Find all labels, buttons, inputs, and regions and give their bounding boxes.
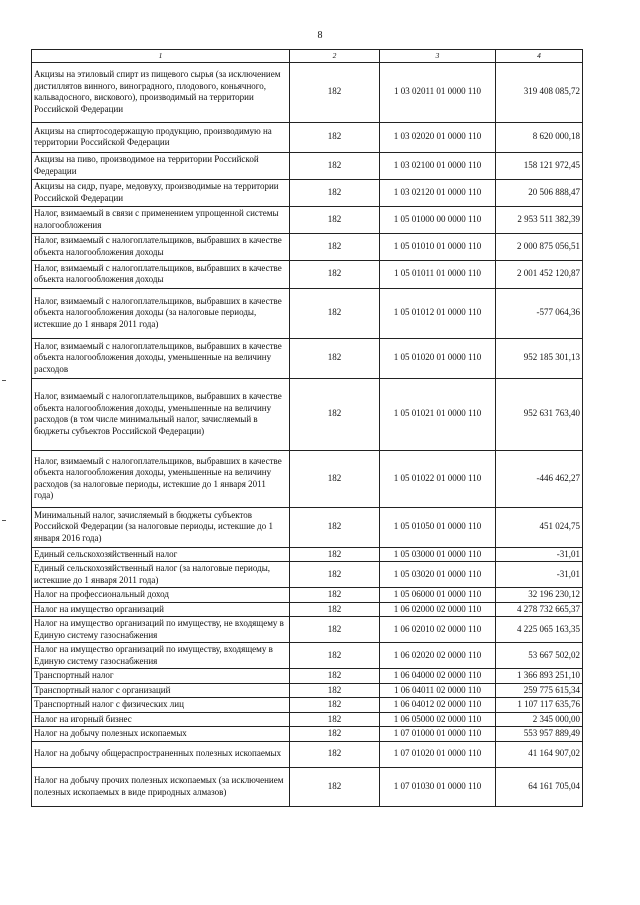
table-row (32, 547, 583, 562)
table-row (32, 378, 583, 450)
table-row (32, 727, 583, 742)
amount-value: 158 121 972,45 (496, 152, 583, 179)
table-row (32, 62, 583, 122)
admin-code: 182 (290, 588, 380, 603)
table-row (32, 643, 583, 669)
amount-value: 259 775 615,34 (496, 683, 583, 698)
table-row (32, 338, 583, 378)
amount-value: 952 631 763,40 (496, 378, 583, 450)
budget-code: 1 06 05000 02 0000 110 (380, 712, 496, 727)
row-name: Транспортный налог (32, 669, 290, 684)
row-name: Акцизы на спиртосодержащую продукцию, производимую на территории Российской Федерации (32, 122, 290, 152)
row-name: Акцизы на этиловый спирт из пищевого сырья (за исключением дистиллятов винного, виноградного, плодового, коньячного, кальвадосного, вискового), производимый на территории Российской Федерации (32, 62, 290, 122)
table-row (32, 712, 583, 727)
amount-value: 451 024,75 (496, 507, 583, 547)
column-number-row (32, 50, 583, 63)
row-name: Налог на имущество организаций (32, 602, 290, 617)
amount-value: 319 408 085,72 (496, 62, 583, 122)
budget-code: 1 05 01021 01 0000 110 (380, 378, 496, 450)
table-row (32, 617, 583, 643)
budget-code: 1 05 01022 01 0000 110 (380, 450, 496, 507)
admin-code: 182 (290, 152, 380, 179)
admin-code: 182 (290, 450, 380, 507)
admin-code: 182 (290, 741, 380, 767)
amount-value: 952 185 301,13 (496, 338, 583, 378)
table-row (32, 152, 583, 179)
budget-code: 1 05 01000 00 0000 110 (380, 206, 496, 233)
budget-code: 1 03 02120 01 0000 110 (380, 179, 496, 206)
amount-value: 1 107 117 635,76 (496, 698, 583, 713)
column-header: 1 (32, 50, 290, 63)
table-row (32, 288, 583, 338)
row-name: Налог на добычу прочих полезных ископаемых (за исключением полезных ископаемых в виде природных алмазов) (32, 767, 290, 806)
admin-code: 182 (290, 547, 380, 562)
amount-value: 1 366 893 251,10 (496, 669, 583, 684)
admin-code: 182 (290, 698, 380, 713)
admin-code: 182 (290, 179, 380, 206)
amount-value: 553 957 889,49 (496, 727, 583, 742)
amount-value: 53 667 502,02 (496, 643, 583, 669)
page-number: 8 (317, 30, 323, 41)
admin-code: 182 (290, 378, 380, 450)
column-header: 2 (290, 50, 380, 63)
margin-mark (2, 520, 6, 521)
table-row (32, 602, 583, 617)
budget-code: 1 07 01000 01 0000 110 (380, 727, 496, 742)
admin-code: 182 (290, 669, 380, 684)
row-name: Налог на добычу полезных ископаемых (32, 727, 290, 742)
admin-code: 182 (290, 260, 380, 288)
row-name: Единый сельскохозяйственный налог (32, 547, 290, 562)
budget-code: 1 05 01012 01 0000 110 (380, 288, 496, 338)
table-row (32, 683, 583, 698)
admin-code: 182 (290, 602, 380, 617)
row-name: Налог, взимаемый в связи с применением упрощенной системы налогообложения (32, 206, 290, 233)
admin-code: 182 (290, 562, 380, 588)
amount-value: 32 196 230,12 (496, 588, 583, 603)
amount-value: 64 161 705,04 (496, 767, 583, 806)
admin-code: 182 (290, 122, 380, 152)
table-row (32, 450, 583, 507)
budget-code: 1 07 01020 01 0000 110 (380, 741, 496, 767)
table-row (32, 233, 583, 260)
budget-code: 1 05 03000 01 0000 110 (380, 547, 496, 562)
budget-code: 1 03 02011 01 0000 110 (380, 62, 496, 122)
table-row (32, 562, 583, 588)
amount-value: 2 345 000,00 (496, 712, 583, 727)
table-row (32, 122, 583, 152)
table-row (32, 669, 583, 684)
row-name: Транспортный налог с физических лиц (32, 698, 290, 713)
row-name: Налог на имущество организаций по имуществу, входящему в Единую систему газоснабжения (32, 643, 290, 669)
row-name: Единый сельскохозяйственный налог (за налоговые периоды, истекшие до 1 января 2011 года) (32, 562, 290, 588)
column-header: 3 (380, 50, 496, 63)
amount-value: -31,01 (496, 562, 583, 588)
admin-code: 182 (290, 683, 380, 698)
row-name: Транспортный налог с организаций (32, 683, 290, 698)
budget-code: 1 06 02010 02 0000 110 (380, 617, 496, 643)
admin-code: 182 (290, 62, 380, 122)
budget-code: 1 06 04011 02 0000 110 (380, 683, 496, 698)
budget-code: 1 06 02020 02 0000 110 (380, 643, 496, 669)
amount-value: -446 462,27 (496, 450, 583, 507)
revenue-table (31, 49, 583, 807)
row-name: Акцизы на пиво, производимое на территории Российской Федерации (32, 152, 290, 179)
amount-value: -577 064,36 (496, 288, 583, 338)
budget-code: 1 03 02100 01 0000 110 (380, 152, 496, 179)
row-name: Налог на игорный бизнес (32, 712, 290, 727)
row-name: Налог, взимаемый с налогоплательщиков, выбравших в качестве объекта налогообложения доходы, уменьшенные на величину расходов (в том числе минимальный налог, зачисляемый в бюджеты субъектов Российской Федерации) (32, 378, 290, 450)
admin-code: 182 (290, 767, 380, 806)
row-name: Налог, взимаемый с налогоплательщиков, выбравших в качестве объекта налогообложения доходы (32, 260, 290, 288)
admin-code: 182 (290, 233, 380, 260)
amount-value: 2 001 452 120,87 (496, 260, 583, 288)
admin-code: 182 (290, 288, 380, 338)
budget-code: 1 06 02000 02 0000 110 (380, 602, 496, 617)
budget-code: 1 03 02020 01 0000 110 (380, 122, 496, 152)
admin-code: 182 (290, 712, 380, 727)
admin-code: 182 (290, 206, 380, 233)
row-name: Налог на профессиональный доход (32, 588, 290, 603)
budget-code: 1 05 01010 01 0000 110 (380, 233, 496, 260)
table-row (32, 206, 583, 233)
budget-code: 1 06 04000 02 0000 110 (380, 669, 496, 684)
admin-code: 182 (290, 727, 380, 742)
amount-value: 20 506 888,47 (496, 179, 583, 206)
budget-code: 1 05 01011 01 0000 110 (380, 260, 496, 288)
budget-code: 1 07 01030 01 0000 110 (380, 767, 496, 806)
amount-value: 2 953 511 382,39 (496, 206, 583, 233)
amount-value: 2 000 875 056,51 (496, 233, 583, 260)
amount-value: -31,01 (496, 547, 583, 562)
row-name: Налог на добычу общераспространенных полезных ископаемых (32, 741, 290, 767)
amount-value: 4 225 065 163,35 (496, 617, 583, 643)
budget-code: 1 05 01050 01 0000 110 (380, 507, 496, 547)
row-name: Налог, взимаемый с налогоплательщиков, выбравших в качестве объекта налогообложения доходы, уменьшенные на величину расходов (за налоговые периоды, истекшие до 1 января 2011 года) (32, 450, 290, 507)
amount-value: 8 620 000,18 (496, 122, 583, 152)
table-row (32, 507, 583, 547)
budget-code: 1 05 03020 01 0000 110 (380, 562, 496, 588)
row-name: Акцизы на сидр, пуаре, медовуху, производимые на территории Российской Федерации (32, 179, 290, 206)
table-row (32, 588, 583, 603)
amount-value: 4 278 732 665,37 (496, 602, 583, 617)
admin-code: 182 (290, 643, 380, 669)
budget-code: 1 05 06000 01 0000 110 (380, 588, 496, 603)
column-header: 4 (496, 50, 583, 63)
table-row (32, 741, 583, 767)
table-row (32, 698, 583, 713)
admin-code: 182 (290, 507, 380, 547)
table-row (32, 767, 583, 806)
row-name: Налог, взимаемый с налогоплательщиков, выбравших в качестве объекта налогообложения доходы, уменьшенные на величину расходов (32, 338, 290, 378)
table-row (32, 260, 583, 288)
budget-code: 1 06 04012 02 0000 110 (380, 698, 496, 713)
admin-code: 182 (290, 617, 380, 643)
row-name: Минимальный налог, зачисляемый в бюджеты субъектов Российской Федерации (за налоговые периоды, истекшие до 1 января 2016 года) (32, 507, 290, 547)
row-name: Налог, взимаемый с налогоплательщиков, выбравших в качестве объекта налогообложения доходы (за налоговые периоды, истекшие до 1 января 2011 года) (32, 288, 290, 338)
amount-value: 41 164 907,02 (496, 741, 583, 767)
margin-mark (2, 380, 6, 381)
table-row (32, 179, 583, 206)
admin-code: 182 (290, 338, 380, 378)
row-name: Налог на имущество организаций по имуществу, не входящему в Единую систему газоснабжения (32, 617, 290, 643)
row-name: Налог, взимаемый с налогоплательщиков, выбравших в качестве объекта налогообложения доходы (32, 233, 290, 260)
budget-code: 1 05 01020 01 0000 110 (380, 338, 496, 378)
